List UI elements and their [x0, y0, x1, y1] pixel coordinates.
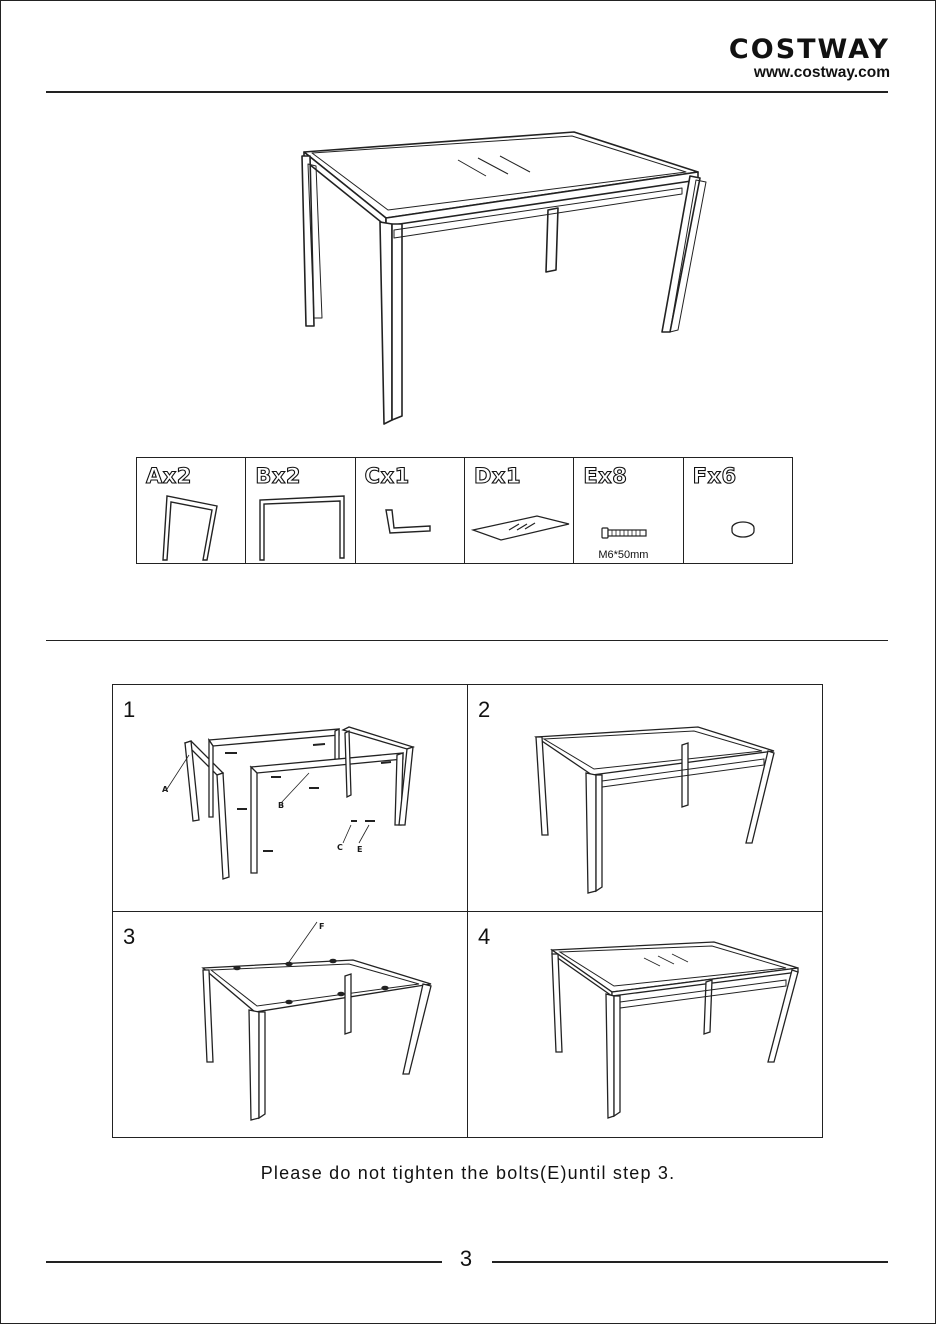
side-rail-icon: [246, 488, 354, 564]
leg-frame-icon: [137, 488, 245, 564]
step-4-number: 4: [478, 924, 491, 949]
bolt-spec: M6*50mm: [598, 549, 649, 561]
step-2-number: 2: [478, 697, 491, 722]
pad-icon: [684, 488, 792, 564]
assembly-note: Please do not tighten the bolts(E)until step 3.: [260, 1163, 676, 1183]
part-b: [246, 458, 355, 563]
step-3: [113, 912, 468, 1138]
callout-a: A: [162, 785, 169, 794]
step-3-frame-with-pads: [113, 912, 468, 1138]
step-1-number: 1: [123, 697, 136, 722]
step-4-completed-table: [468, 912, 823, 1138]
assembled-table-illustration: [290, 120, 720, 435]
part-d-label: Dx1: [473, 464, 522, 488]
part-a-label: Ax2: [146, 464, 192, 488]
header-rule: [46, 91, 888, 93]
step-1: [113, 685, 468, 911]
part-c-label: Cx1: [364, 464, 410, 488]
parts-list: [136, 457, 793, 564]
step-1-exploded-frame: [113, 685, 468, 911]
brand-header: [729, 36, 890, 82]
callout-c: C: [337, 843, 343, 852]
glass-top-icon: [465, 488, 573, 564]
part-e: [574, 458, 683, 563]
callout-e: E: [357, 845, 363, 854]
brand-url: www.costway.com: [753, 64, 890, 81]
footer-rule-left: [46, 1261, 442, 1263]
step-2: [468, 685, 823, 911]
part-a: [137, 458, 246, 563]
step-2-assembled-frame: [468, 685, 823, 911]
part-f: [684, 458, 792, 563]
part-f-label: Fx6: [692, 464, 737, 488]
section-rule: [46, 640, 888, 641]
part-e-label: Ex8: [583, 464, 628, 488]
part-b-label: Bx2: [255, 464, 301, 488]
allen-key-icon: [356, 488, 464, 564]
footer-rule-right: [492, 1261, 888, 1263]
callout-b: B: [278, 801, 285, 810]
part-d: [465, 458, 574, 563]
step-4: [468, 912, 823, 1138]
page-number: 3: [459, 1246, 473, 1271]
part-c: [356, 458, 465, 563]
callout-f: F: [319, 922, 325, 931]
brand-logo: COSTWAY: [728, 34, 890, 65]
step-3-number: 3: [123, 924, 136, 949]
assembly-steps: [112, 684, 823, 1138]
